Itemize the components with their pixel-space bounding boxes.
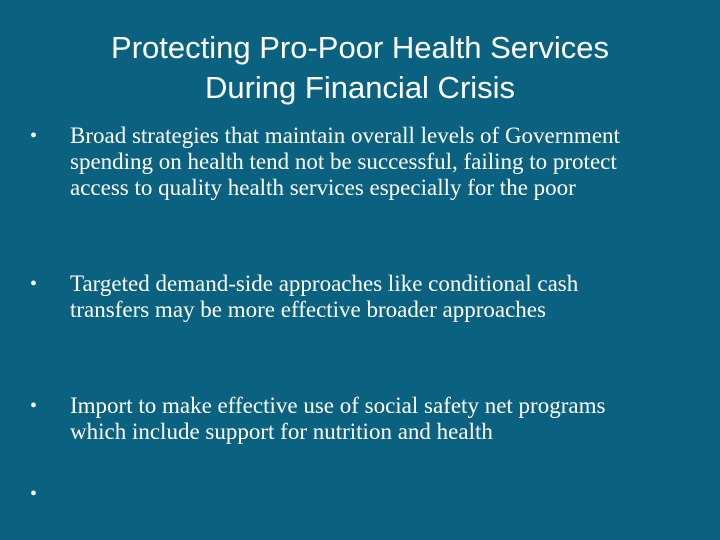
bullet-item-2 [30,271,650,323]
bullet-item-1 [30,123,650,201]
bullet-text-3: Import to make effective use of social safety net programs which include support for nutrition and health [70,393,606,444]
bullet-item-3 [30,393,650,445]
bullet-icon: • [30,395,38,417]
bullet-icon: • [30,125,38,147]
bullet-icon: • [30,273,38,295]
slide-title-line-1: Protecting Pro-Poor Health Services [111,30,609,65]
bullet-icon: • [30,483,38,505]
bullet-text-1: Broad strategies that maintain overall levels of Government spending on health tend not be successful, failing to protect access to quality health services especially for the poor [70,123,620,200]
slide-title-line-2: During Financial Crisis [204,70,516,105]
bullet-text-2: Targeted demand-side approaches like conditional cash transfers may be more effective broader approaches [70,271,579,322]
